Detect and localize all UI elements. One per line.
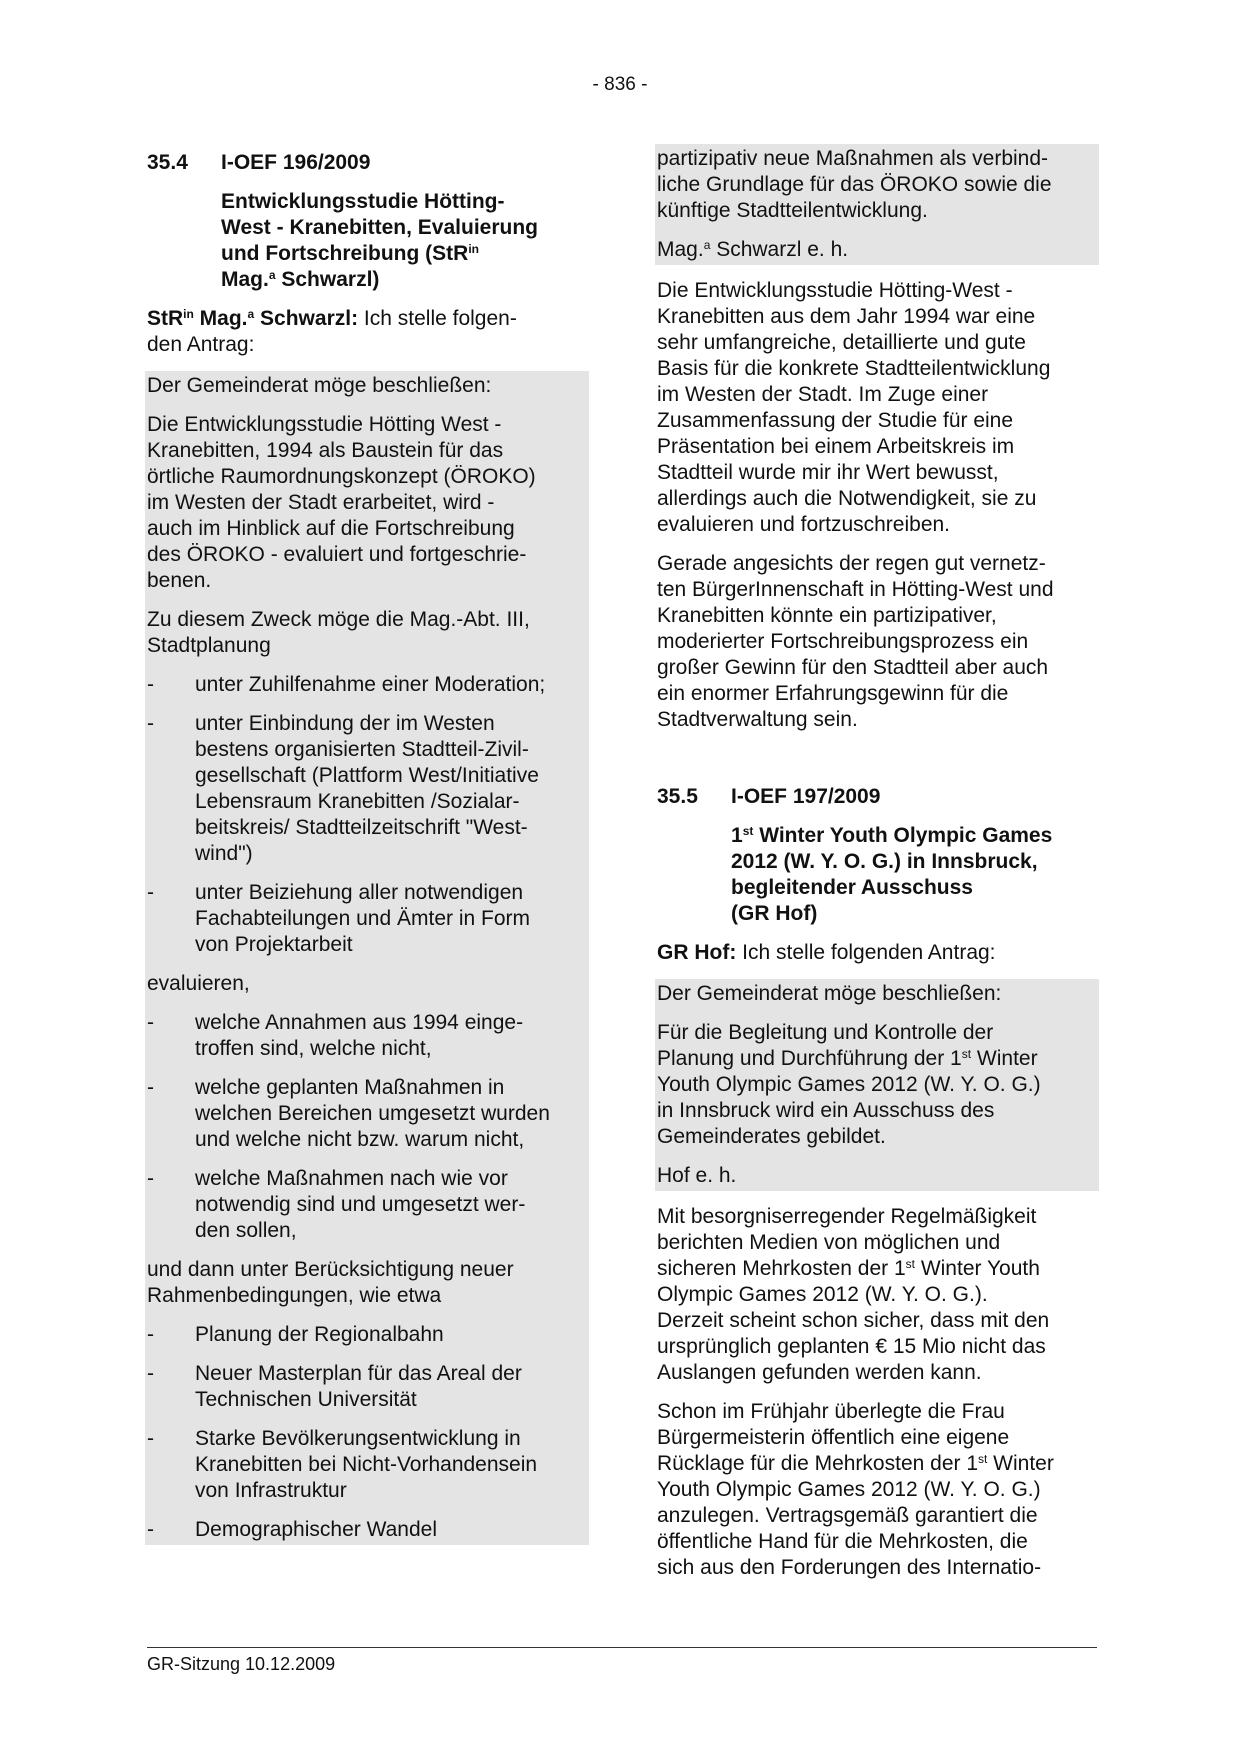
motion-paragraph: Zu diesem Zweck möge die Mag.-Abt. III, Stadtplanung <box>147 608 530 657</box>
motion-box <box>145 371 589 1545</box>
body-paragraph: Schon im Frühjahr überlegte die Frau Bürgermeisterin öffentlich eine eigene Rücklage für die Mehrkosten der 1st Winter Youth Olympic Games 2012 (W. Y. O. G.) anzulegen. Vertragsgemäß garantiert die öffentliche Hand für die Mehrkosten, die sich aus den Forderungen des Internatio- <box>657 1400 1054 1579</box>
speaker-intro: GR Hof: Ich stelle folgenden Antrag: <box>657 941 996 964</box>
right-column <box>657 147 1097 1594</box>
list-item: - Demographischer Wandel <box>147 1518 438 1541</box>
motion-paragraph: evaluieren, <box>147 972 250 995</box>
list-item: - welche Maßnahmen nach wie vor notwendig sind und umgesetzt wer- den sollen, <box>147 1167 526 1242</box>
justification-paragraph: Gerade angesichts der regen gut vernetz- ten BürgerInnenschaft in Hötting-West und Kranebitten könnte ein partizipativer, moderierter Fortschreibungsprozess ein großer Gewinn für den Stadtteil aber auch ein enormer Erfahrungsgewinn für die Stadtverwaltung sein. <box>657 552 1054 731</box>
list-item: - Planung der Regionalbahn <box>147 1323 444 1346</box>
body-paragraph: Mit besorgniserregender Regelmäßigkeit berichten Medien von möglichen und sicheren Mehrkosten der 1st Winter Youth Olympic Games 2012 (W. Y. O. G.). Derzeit scheint schon sicher, dass mit den ursprünglich geplanten € 15 Mio nicht das Auslangen gefunden werden kann. <box>657 1205 1050 1384</box>
section-35-5-title: 1st Winter Youth Olympic Games 2012 (W. Y. O. G.) in Innsbruck, begleitender Ausschuss (GR Hof) <box>731 824 1053 925</box>
left-column <box>147 150 587 1545</box>
list-item: - welche geplanten Maßnahmen in welchen Bereichen umgesetzt wurden und welche nicht bzw. warum nicht, <box>147 1076 550 1151</box>
section-number: 35.5 <box>657 785 698 808</box>
section-35-4-header <box>147 150 587 176</box>
section-id: I-OEF 196/2009 <box>221 151 371 174</box>
motion-box <box>655 979 1099 1191</box>
section-id: I-OEF 197/2009 <box>731 785 881 808</box>
list-item: - welche Annahmen aus 1994 einge- troffen sind, welche nicht, <box>147 1011 524 1060</box>
list-item: - unter Einbindung der im Westen bestens organisierten Stadtteil-Zivil- gesellschaft (Plattform West/Initiative Lebensraum Kranebitten /Sozialar- beitskreis/ Stadtteilzeitschrift "West- wind") <box>147 712 539 865</box>
speaker-intro: StR$^{in}$ Mag.$^a$ Schwarzl: Ich stelle folgen- den Antrag: <box>147 307 517 356</box>
section-number: 35.4 <box>147 151 188 174</box>
motion-intro: Der Gemeinderat möge beschließen: <box>657 982 1002 1005</box>
motion-paragraph: und dann unter Berücksichtigung neuer Rahmenbedingungen, wie etwa <box>147 1258 514 1307</box>
list-item: - unter Beiziehung aller notwendigen Fachabteilungen und Ämter in Form von Projektarbeit <box>147 881 531 956</box>
motion-box-continued <box>655 144 1099 265</box>
list-item: - Neuer Masterplan für das Areal der Technischen Universität <box>147 1362 522 1411</box>
footer-text: GR-Sitzung 10.12.2009 <box>147 1654 336 1674</box>
motion-intro: Der Gemeinderat möge beschließen: <box>147 374 492 397</box>
section-35-4-title: Entwicklungsstudie Hötting- West - Kranebitten, Evaluierung und Fortschreibung (StR$^{in}$ Mag.$^a$ Schwarzl) <box>221 190 538 291</box>
list-item: - unter Zuhilfenahme einer Moderation; <box>147 673 546 696</box>
page-number: - 836 - <box>592 74 648 95</box>
motion-signature: Hof e. h. <box>657 1164 737 1187</box>
section-35-5-header <box>657 784 1097 810</box>
justification-paragraph: Die Entwicklungsstudie Hötting-West - Kranebitten aus dem Jahr 1994 war eine sehr umfangreiche, detaillierte und gute Basis für die konkrete Stadtteilentwicklung im Westen der Stadt. Im Zuge einer Zusammenfassung der Studie für eine Präsentation bei einem Arbeitskreis im Stadtteil wurde mir ihr Wert bewusst, allerdings auch die Notwendigkeit, sie zu evaluieren und fortzuschreiben. <box>657 279 1051 536</box>
motion-signature: Mag.$^a$ Schwarzl e. h. <box>657 238 849 261</box>
motion-paragraph: Die Entwicklungsstudie Hötting West - Kranebitten, 1994 als Baustein für das örtliche Raumordnungskonzept (ÖROKO) im Westen der Stadt erarbeitet, wird - auch im Hinblick auf die Fortschreibung des ÖROKO - evaluiert und fortgeschrie- benen. <box>147 413 536 592</box>
motion-paragraph: partizipativ neue Maßnahmen als verbind- liche Grundlage für das ÖROKO sowie die künftige Stadtteilentwicklung. <box>657 147 1052 222</box>
motion-paragraph: Für die Begleitung und Kontrolle der Planung und Durchführung der 1st Winter Youth Olympic Games 2012 (W. Y. O. G.) in Innsbruck wird ein Ausschuss des Gemeinderates gebildet. <box>657 1021 1041 1148</box>
list-item: - Starke Bevölkerungsentwicklung in Kranebitten bei Nicht-Vorhandensein von Infrastruktur <box>147 1427 538 1502</box>
footer-rule <box>147 1647 1097 1648</box>
